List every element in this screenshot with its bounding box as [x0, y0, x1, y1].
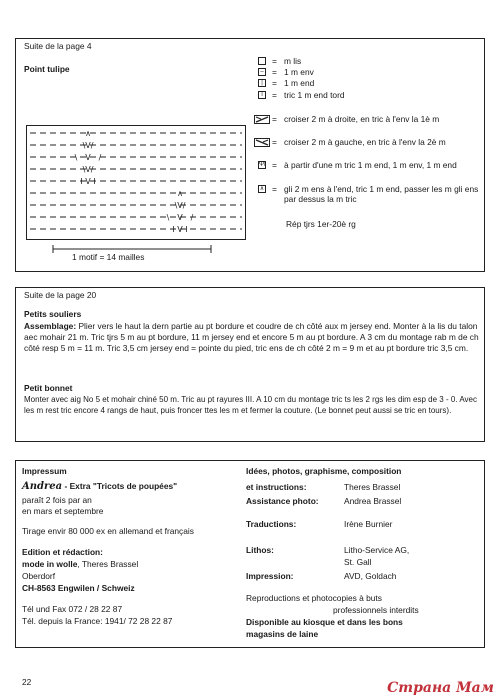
svg-text:/: / — [190, 213, 194, 222]
legend-item: = croiser 2 m à gauche, en tric à l'env la 2è m — [258, 137, 498, 149]
publisher-line: mode in wolle, Theres Brassel — [22, 559, 139, 569]
credit-label: et instructions: — [246, 482, 307, 492]
tirage-line: Tirage envir 80 000 ex en allemand et français — [22, 526, 194, 536]
cross-right-icon — [254, 115, 270, 124]
svg-text:I V I: I V I — [80, 177, 96, 186]
credits-title: Idées, photos, graphisme, composition — [246, 466, 402, 476]
svg-text:\: \ — [74, 153, 78, 162]
continued-label: Suite de la page 20 — [24, 290, 97, 300]
svg-text:\V/: \V/ — [82, 165, 94, 174]
repeat-note: Rép tjrs 1er-20è rg — [286, 219, 356, 229]
svg-text:V: V — [177, 213, 183, 222]
continued-label: Suite de la page 4 — [24, 41, 92, 51]
purl-square-icon: – — [258, 68, 266, 76]
increase-icon: ΨΙ — [259, 162, 266, 168]
cross-left-icon — [254, 138, 270, 147]
watermark: Страна Мам — [387, 680, 494, 696]
legend-item: ∧ = gli 2 m ens à l'end, tric 1 m end, passer les m gli ens par dessus la m tric — [259, 184, 479, 205]
motif-label: 1 motif = 14 mailles — [72, 252, 145, 262]
credit-value: AVD, Goldach — [344, 571, 397, 581]
credit-label: Impression: — [246, 571, 294, 581]
svg-text:I V I: I V I — [172, 225, 188, 234]
twisted-knit-square-icon: l — [258, 91, 266, 99]
svg-text:\V/: \V/ — [174, 201, 186, 210]
svg-text:V: V — [85, 153, 91, 162]
credit-value: St. Gall — [344, 557, 372, 567]
edition-label: Edition et rédaction: — [22, 547, 103, 557]
copyright-note: professionnels interdits — [333, 605, 419, 615]
credit-label: Lithos: — [246, 545, 274, 555]
phone-line: Tél und Fax 072 / 28 22 87 — [22, 604, 123, 614]
svg-text:\: \ — [166, 213, 170, 222]
legend-item: ΨΙ = à partir d'une m tric 1 m end, 1 m env, 1 m end — [259, 160, 457, 170]
svg-text:∧: ∧ — [177, 189, 183, 198]
decrease-icon: ∧ — [259, 186, 265, 192]
brand-line: Andrea - Extra "Tricots de poupées" — [22, 481, 178, 492]
svg-text:\V/: \V/ — [82, 141, 94, 150]
bonnet-paragraph: Monter avec aig No 5 et mohair chiné 50 m. Tric au pt rayures III. A 10 cm du montage tric ts les 2 rgs les dim esp de 3 - 0. Avec les m rest tric encore 4 rangs de haut, puis froncer ttes les m et fermer la couture. (Le bonnet peut aussi se tric en tours). — [24, 395, 477, 415]
legend-item: | = 1 m end — [258, 78, 488, 90]
legend-item: – = 1 m env — [258, 67, 488, 79]
credit-label: Assistance photo: — [246, 496, 319, 506]
impressum-box — [15, 460, 485, 648]
availability-note: Disponible au kiosque et dans les bons — [246, 617, 403, 627]
impressum-title: Impressum — [22, 466, 67, 476]
legend-item: l = tric 1 m end tord — [258, 90, 488, 102]
knit-square-icon: | — [258, 79, 266, 87]
legend-item: = m lis — [258, 56, 488, 68]
page-number: 22 — [22, 677, 32, 687]
credit-value: Irène Burnier — [344, 519, 393, 529]
knitting-chart — [26, 125, 246, 245]
legend-item: = croiser 2 m à droite, en tric à l'env la 1è m — [258, 114, 498, 126]
instructions-box — [15, 287, 485, 442]
frequency-line: en mars et septembre — [22, 506, 104, 516]
credit-value: Andrea Brassel — [344, 496, 402, 506]
address-line: Oberdorf — [22, 571, 56, 581]
pattern-title: Point tulipe — [24, 64, 70, 74]
svg-text:/: / — [98, 153, 102, 162]
phone-line: Tél. depuis la France: 1941/ 72 28 22 87 — [22, 616, 173, 626]
frequency-line: paraît 2 fois par an — [22, 495, 92, 505]
assemblage-paragraph: Assemblage: Plier vers le haut la dern partie au pt bordure et coudre de ch côté aux m jersey end. Monter à la lis du talon aec mohair 21 m. Tric tjrs 5 m au pt bordure, 11 m jersey end et encore 5 m au pt bordure. A 3 cm du montage rab m de ch côté resp 5 m = 11 m. Tric 3,5 cm jersey end = pointe du pied, tric ens de ch côté 2 m = 9 m et au pt bordure tric 3,5 cm. — [24, 321, 479, 354]
empty-square-icon — [258, 57, 266, 65]
availability-note: magasins de laine — [246, 629, 319, 639]
credit-label: Traductions: — [246, 519, 297, 529]
copyright-note: Reproductions et photocopies à buts — [246, 593, 382, 603]
section-title: Petit bonnet — [24, 383, 73, 393]
credit-value: Litho-Service AG, — [344, 545, 410, 555]
section-title: Petits souliers — [24, 309, 82, 319]
address-line: CH-8563 Engwilen / Schweiz — [22, 583, 135, 593]
credit-value: Theres Brassel — [344, 482, 401, 492]
svg-text:∧: ∧ — [85, 129, 91, 138]
